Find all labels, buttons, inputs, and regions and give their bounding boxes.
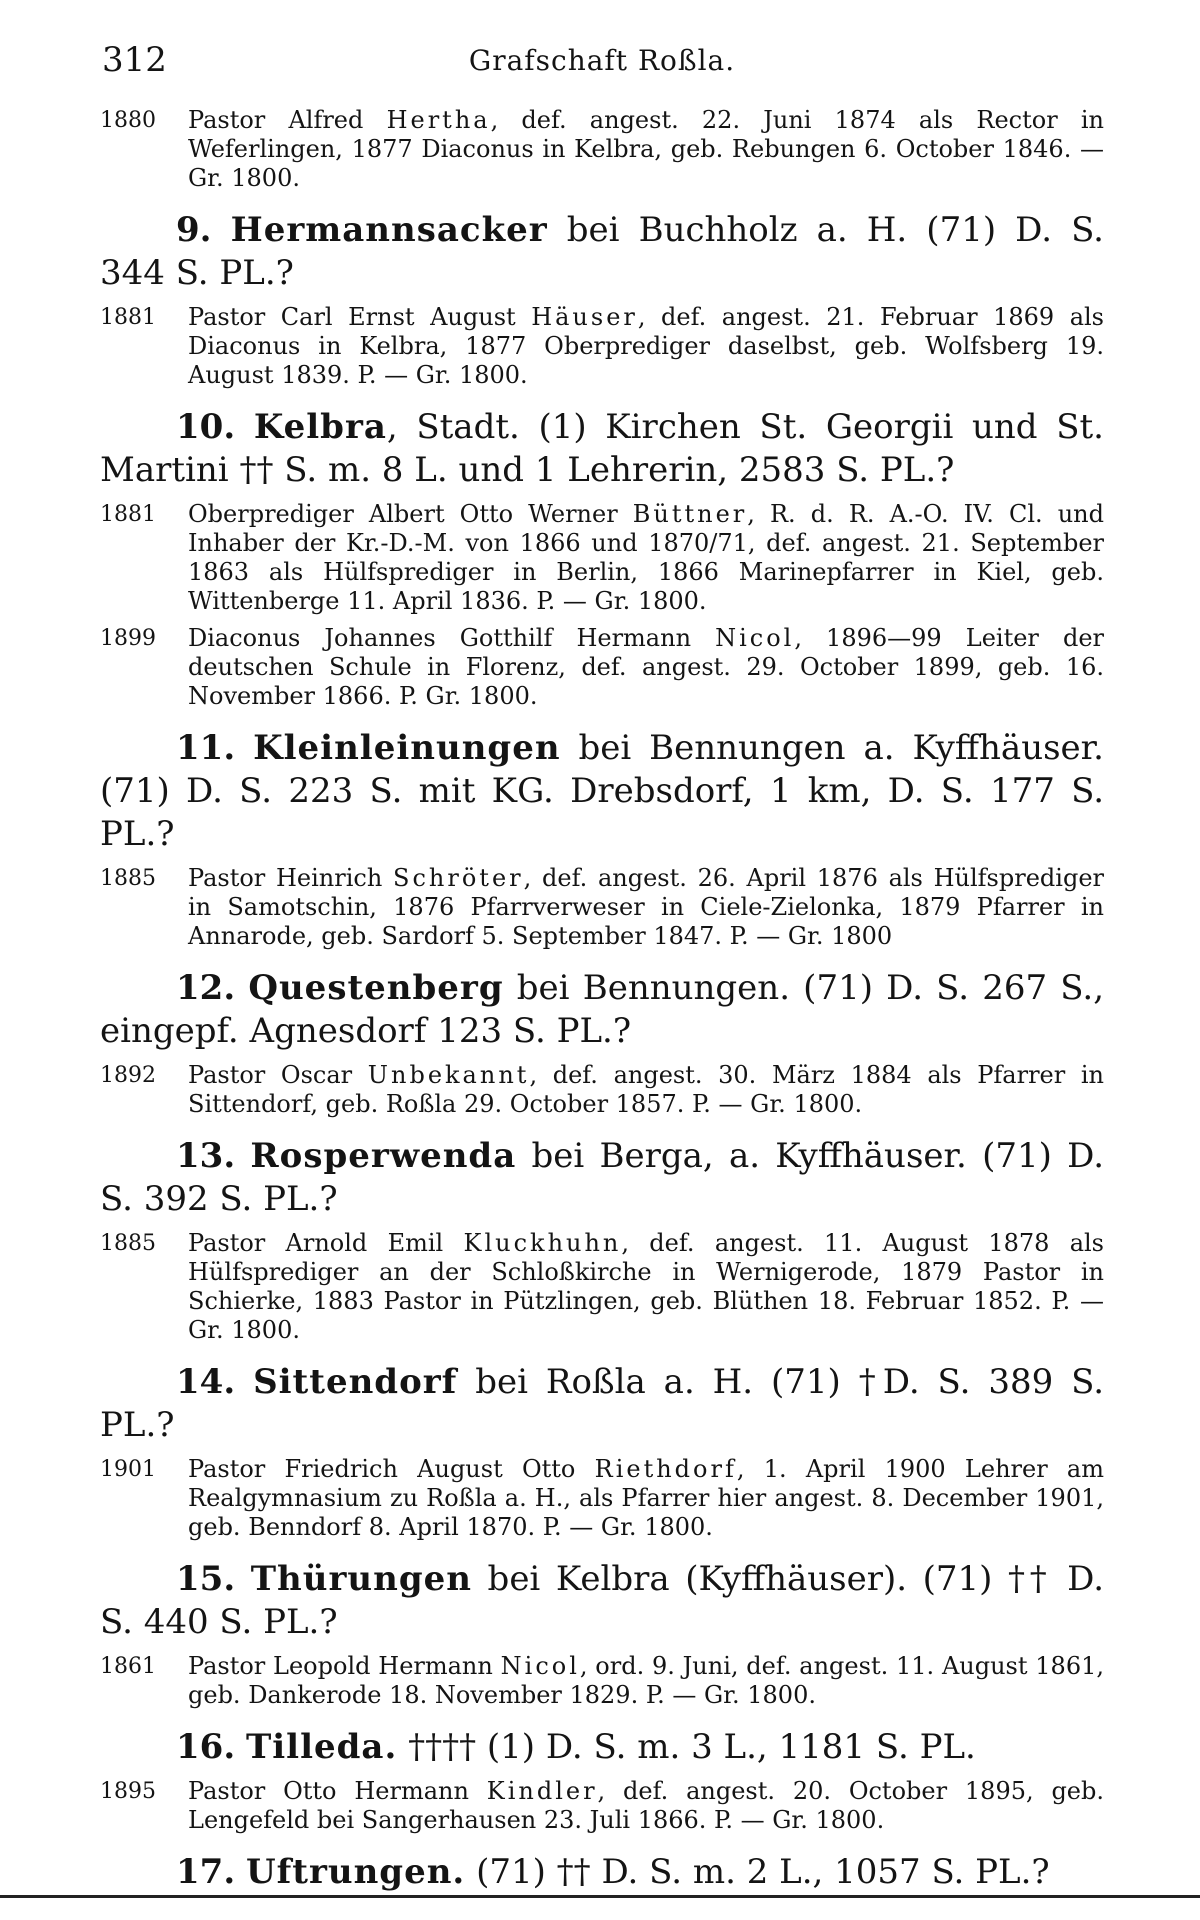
section-details: bei Roßla a. H. (71) †D. S. 389 S. PL.?	[100, 1362, 1105, 1445]
entry-title: Pastor Carl Ernst August	[188, 303, 532, 331]
section-number: 13.	[176, 1136, 236, 1176]
section-heading	[100, 1135, 1104, 1221]
page-body	[100, 106, 1104, 1894]
section-heading	[100, 727, 1104, 856]
section-heading	[100, 1726, 1104, 1769]
entry-biography: , ord. 9. Juni, def. angest. 11. August 1861, geb. Dankerode 18. November 1829. P. — Gr. 1800.	[188, 1652, 1104, 1709]
entry-year: 1880	[100, 108, 156, 133]
pastor-entry	[100, 1061, 1104, 1119]
section-details: †††† (1) D. S. m. 3 L., 1181 S. PL.	[397, 1727, 976, 1767]
pastor-entry	[100, 500, 1104, 616]
section-heading	[100, 1361, 1104, 1447]
section-heading	[100, 967, 1104, 1053]
running-title: Grafschaft Roßla.	[468, 44, 736, 77]
section-number: 12.	[176, 968, 236, 1008]
section-heading	[100, 1851, 1104, 1894]
entry-surname: Hertha	[386, 106, 491, 134]
entry-year: 1901	[100, 1457, 156, 1482]
entry-biography: , def. angest. 21. Februar 1869 als Diaconus in Kelbra, 1877 Oberprediger daselbst, geb. Wolfsberg 19. August 1839. P. — Gr. 1800.	[188, 303, 1104, 389]
entry-surname: Riethdorf	[594, 1455, 737, 1483]
entry-year: 1899	[100, 626, 156, 651]
entry-year: 1895	[100, 1779, 156, 1804]
entry-title: Oberprediger Albert Otto Werner	[188, 500, 633, 528]
place-name: Uftrungen.	[245, 1852, 466, 1892]
place-name: Questenberg	[248, 968, 504, 1008]
section-details: bei Buchholz a. H. (71) D. S. 344 S. PL.?	[100, 210, 1104, 293]
entry-title: Pastor Friedrich August Otto	[188, 1455, 595, 1483]
pastor-entry	[100, 1652, 1104, 1710]
section-details: bei Kelbra (Kyffhäuser). (71) †† D. S. 440 S. PL.?	[100, 1559, 1105, 1642]
entry-year: 1881	[100, 305, 156, 330]
section-number: 11.	[176, 728, 236, 768]
section-heading	[100, 209, 1104, 295]
entry-surname: Nicol	[715, 624, 795, 652]
entry-surname: Kluckhuhn	[463, 1229, 622, 1257]
entry-title: Pastor Leopold Hermann	[188, 1652, 501, 1680]
entry-biography: , def. angest. 30. März 1884 als Pfarrer in Sittendorf, geb. Roßla 29. October 1857. P. — Gr. 1800.	[188, 1061, 1104, 1118]
pastor-entry	[100, 1455, 1104, 1542]
entry-year: 1885	[100, 1231, 156, 1256]
pastor-entry	[100, 1229, 1104, 1345]
section-heading	[100, 406, 1104, 492]
entry-surname: Büttner	[632, 500, 748, 528]
pastor-entry	[100, 864, 1104, 951]
section-number: 10.	[176, 407, 236, 447]
pastor-entry	[100, 624, 1104, 711]
entry-year: 1881	[100, 502, 156, 527]
section-number: 14.	[176, 1362, 236, 1402]
entry-biography: , def. angest. 20. October 1895, geb. Lengefeld bei Sangerhausen 23. Juli 1866. P. — Gr. 1800.	[188, 1777, 1104, 1834]
place-name: Tilleda.	[245, 1727, 398, 1767]
section-number: 16.	[176, 1727, 236, 1767]
section-details: , Stadt. (1) Kirchen St. Georgii und St. Martini †† S. m. 8 L. und 1 Lehrerin, 2583 S. PL.?	[100, 407, 1104, 490]
place-name: Kelbra	[253, 407, 387, 447]
entry-year: 1861	[100, 1654, 156, 1679]
place-name: Kleinleinungen	[253, 728, 561, 768]
section-details: bei Bennungen. (71) D. S. 267 S., eingepf. Agnesdorf 123 S. PL.?	[100, 968, 1105, 1051]
entry-surname: Häuser	[531, 303, 638, 331]
entry-biography: , 1. April 1900 Lehrer am Realgymnasium zu Roßla a. H., als Pfarrer hier angest. 8. December 1901, geb. Benndorf 8. April 1870. P. — Gr. 1800.	[188, 1455, 1104, 1541]
entry-surname: Schröter	[393, 864, 524, 892]
entry-title: Pastor Otto Hermann	[188, 1777, 487, 1805]
entry-surname: Kindler	[486, 1777, 598, 1805]
pastor-entry	[100, 303, 1104, 390]
entry-surname: Nicol	[500, 1652, 580, 1680]
entry-title: Diaconus Johannes Gotthilf Hermann	[188, 624, 716, 652]
section-heading	[100, 1558, 1104, 1644]
entry-title: Pastor Arnold Emil	[188, 1229, 464, 1257]
pastor-entry	[100, 1777, 1104, 1835]
page-number: 312	[102, 40, 167, 80]
entry-biography: , R. d. R. A.-O. IV. Cl. und Inhaber der Kr.-D.-M. von 1866 und 1870/71, def. angest. 21. September 1863 als Hülfsprediger in Berlin, 1866 Marinepfarrer in Kiel, geb. Wittenberge 11. April 1836. P. — Gr. 1800.	[188, 500, 1104, 615]
place-name: Hermannsacker	[230, 210, 548, 250]
entry-year: 1892	[100, 1063, 156, 1088]
entry-biography: , def. angest. 26. April 1876 als Hülfsprediger in Samotschin, 1876 Pfarrverweser in Ciele-Zielonka, 1879 Pfarrer in Annarode, geb. Sardorf 5. September 1847. P. — Gr. 1800	[188, 864, 1104, 950]
section-number: 15.	[176, 1559, 236, 1599]
entry-year: 1885	[100, 866, 156, 891]
section-details: bei Bennungen a. Kyffhäuser. (71) D. S. 223 S. mit KG. Drebsdorf, 1 km, D. S. 177 S. PL.?	[100, 728, 1104, 854]
section-number: 17.	[176, 1852, 236, 1892]
entry-biography: , 1896—99 Leiter der deutschen Schule in Florenz, def. angest. 29. October 1899, geb. 16. November 1866. P. Gr. 1800.	[188, 624, 1105, 710]
place-name: Thürungen	[250, 1559, 472, 1599]
running-head	[100, 36, 1104, 98]
footer-rule	[0, 1895, 1200, 1898]
section-details: (71) †† D. S. m. 2 L., 1057 S. PL.?	[465, 1852, 1050, 1892]
entry-biography: , def. angest. 22. Juni 1874 als Rector in Weferlingen, 1877 Diaconus in Kelbra, geb. Rebungen 6. October 1846. — Gr. 1800.	[188, 106, 1104, 192]
section-number: 9.	[176, 210, 212, 250]
section-details: bei Berga, a. Kyffhäuser. (71) D. S. 392 S. PL.?	[100, 1136, 1104, 1219]
entry-title: Pastor Alfred	[188, 106, 387, 134]
pastor-entry	[100, 106, 1104, 193]
place-name: Sittendorf	[253, 1362, 458, 1402]
place-name: Rosperwenda	[250, 1136, 517, 1176]
entry-title: Pastor Heinrich	[188, 864, 394, 892]
entry-surname: Unbekannt	[367, 1061, 530, 1089]
entry-title: Pastor Oscar	[188, 1061, 368, 1089]
entry-biography: , def. angest. 11. August 1878 als Hülfsprediger an der Schloßkirche in Wernigerode, 1879 Pastor in Schierke, 1883 Pastor in Pützlingen, geb. Blüthen 18. Februar 1852. P. — Gr. 1800.	[188, 1229, 1105, 1344]
